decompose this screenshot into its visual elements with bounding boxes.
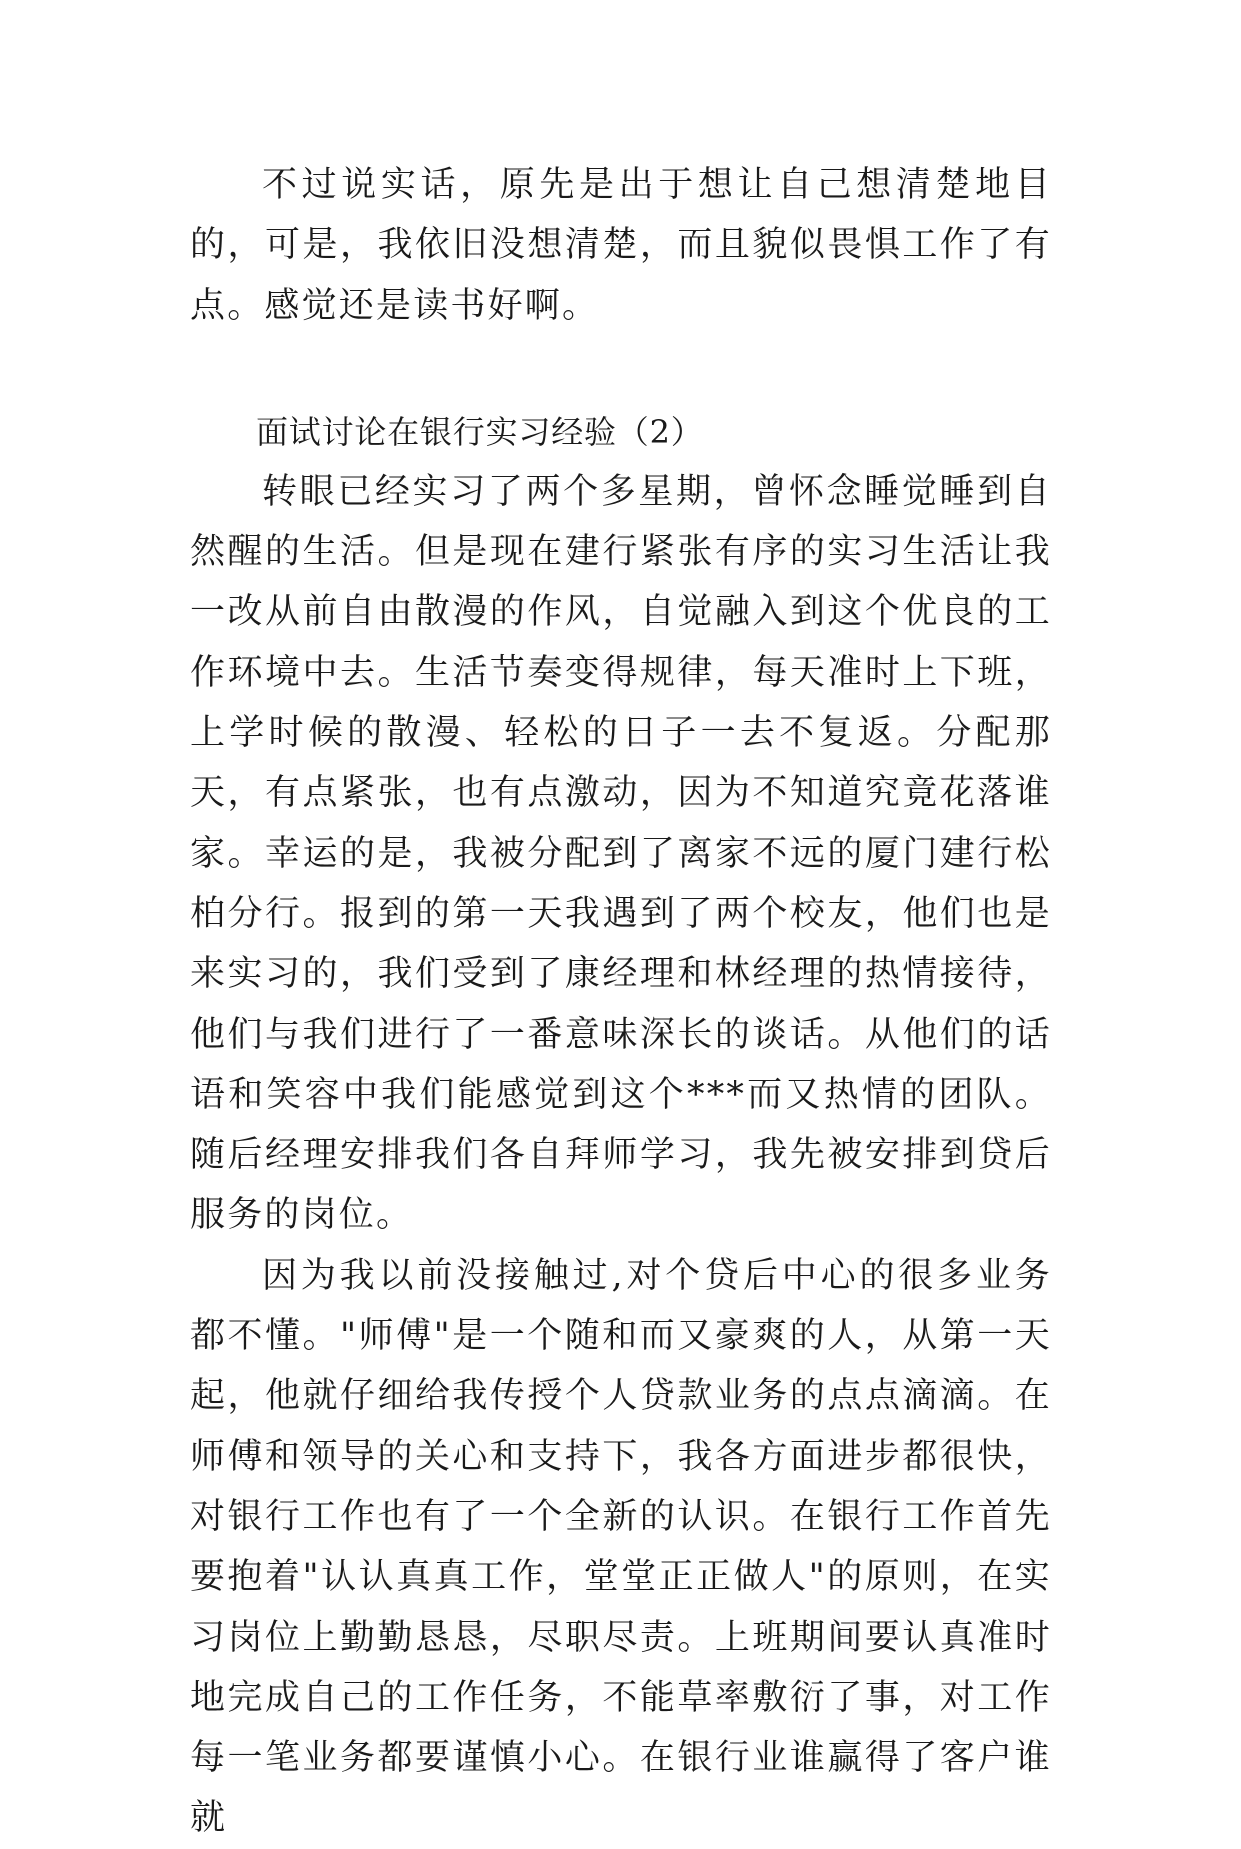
paragraph-spacer (190, 336, 1052, 402)
paragraph-mentor: 因为我以前没接触过,对个贷后中心的很多业务都不懂。"师傅"是一个随和而又豪爽的人，从第一天起，他就仔细给我传授个人贷款业务的点点滴滴。在师傅和领导的关心和支持下，我各方面进步都很快，对银行工作也有了一个全新的认识。在银行工作首先要抱着"认认真真工作，堂堂正正做人"的原则，在实习岗位上勤勤恳恳，尽职尽责。上班期间要认真准时地完成自己的工作任务，不能草率敷衍了事，对工作每一笔业务都要谨慎小心。在银行业谁赢得了客户谁就 (190, 1255, 1052, 1839)
paragraph-internship: 转眼已经实习了两个多星期，曾怀念睡觉睡到自然醒的生活。但是现在建行紧张有序的实习生活让我一改从前自由散漫的作风，自觉融入到这个优良的工作环境中去。生活节奏变得规律，每天准时上下班，上学时候的散漫、轻松的日子一去不复返。分配那天，有点紧张，也有点激动，因为不知道究竟花落谁家。幸运的是，我被分配到了离家不远的厦门建行松柏分行。报到的第一天我遇到了两个校友，他们也是来实习的，我们受到了康经理和林经理的热情接待，他们与我们进行了一番意味深长的谈话。从他们的话语和笑容中我们能感觉到这个***而又热情的团队。随后经理安排我们各自拜师学习，我先被安排到贷后服务的岗位。 (190, 471, 1052, 1236)
paragraph-intro: 不过说实话，原先是出于想让自己想清楚地目的，可是，我依旧没想清楚，而且貌似畏惧工作了有点。感觉还是读书好啊。 (190, 165, 1052, 326)
document-body (190, 155, 1052, 1849)
section-title: 面试讨论在银行实习经验（2） (256, 412, 704, 451)
